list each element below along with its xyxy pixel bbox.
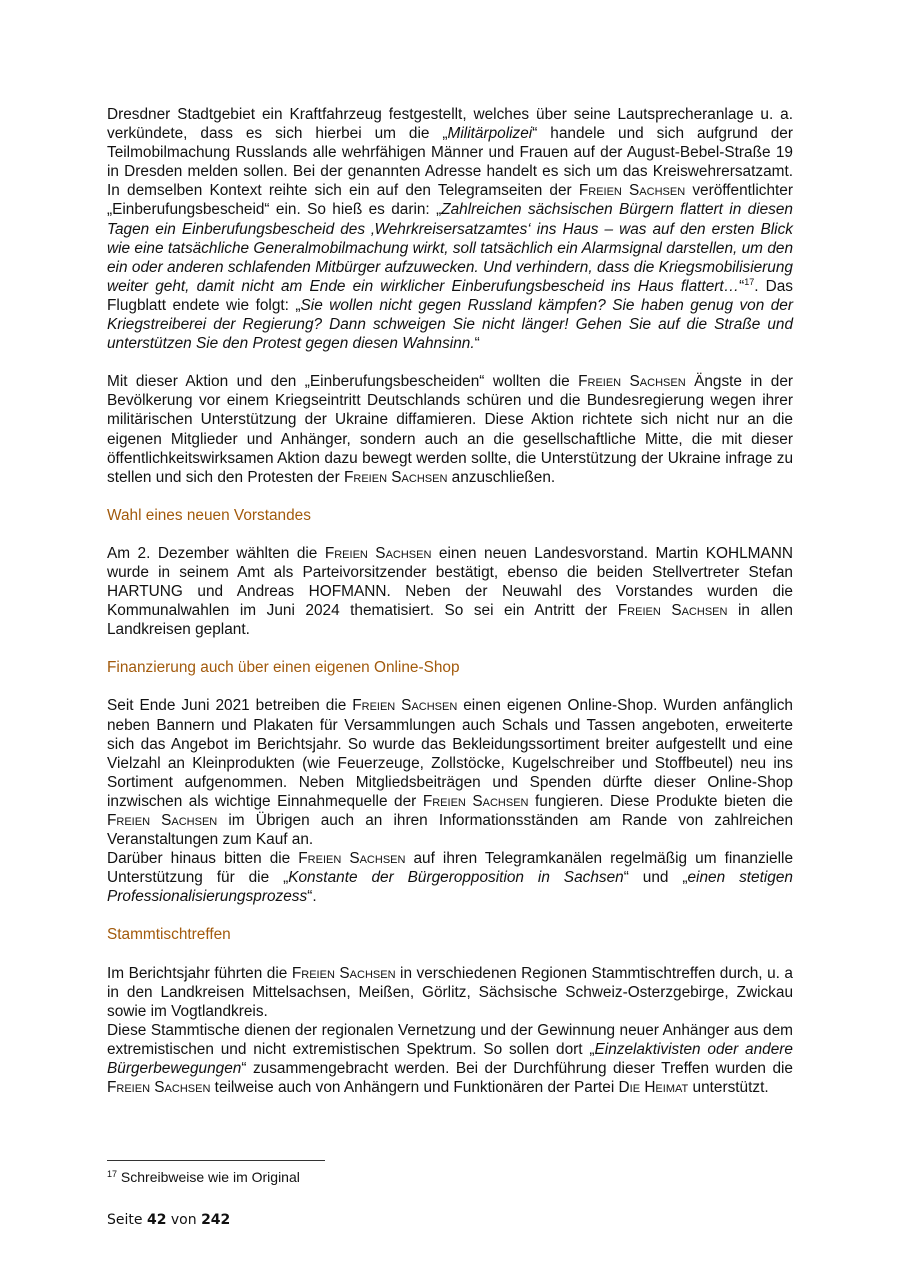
quote-einzelaktivisten: Einzelaktivisten oder andere Bürgerbewegungen xyxy=(107,1040,793,1078)
org-freien-sachsen: Freien Sachsen xyxy=(578,373,686,391)
paragraph-finanzierung: Darüber hinaus bitten die Freien Sachsen auf ihren Telegramkanälen regelmäßig um finanzielle Unterstützung für die „Konstante der Bürgeropposition in Sachsen“ und „einen stetigen Professionalisierungsprozess“. xyxy=(107,850,794,906)
paragraph-online-shop: Seit Ende Juni 2021 betreiben die Freien Sachsen einen eigenen Online-Shop. Wurden anfänglich neben Bannern und Plakaten für Versammlungen auch Schals und Tassen angeboten, erweiterte sich das Angebot im Berichtsjahr. So wurde das Bekleidungssortiment breiter aufgestellt und eine Vielzahl an Kleinprodukten (wie Feuerzeuge, Zollstöcke, Kugelschreiber und Stoffbeutel) neu ins Sortiment aufgenommen. Neben Mitgliedsbeiträgen und Spenden dürfte dieser Online-Shop inzwischen als wichtige Einnahmequelle der Freien Sachsen fungieren. Diese Produkte bieten die Freien Sachsen im Übrigen auch an ihren Informationsständen am Rande von zahlreichen Veranstaltungen zum Kauf an. xyxy=(107,697,794,849)
org-freien-sachsen: Freien Sachsen xyxy=(578,182,686,200)
footnote-text: Schreibweise wie im Original xyxy=(117,1169,300,1185)
footnote-divider xyxy=(107,1160,325,1161)
paragraph-aktion: Mit dieser Aktion und den „Einberufungsbescheiden“ wollten die Freien Sachsen Ängste in der Bevölkerung vor einem Kriegseintritt Deutschlands schüren und die Bundesregierung wegen ihrer militärischen Unterstützung der Ukraine diffamieren. Diese Aktion richtete sich nicht nur an die eigenen Mitglieder und Anhänger, sondern auch an die gesellschaftliche Mitte, die mit dieser öffentlichkeitswirksamen Aktion dazu bewegt werden sollte, die Unterstützung der Ukraine infrage zu stellen und sich den Protesten der Freien Sachsen anzuschließen. xyxy=(107,373,794,486)
quote-militaerpolizei: Militärpolizei xyxy=(447,125,533,143)
quote-buergeropposition: Konstante der Bürgeropposition in Sachsen xyxy=(288,869,624,887)
footnote-ref[interactable]: 17 xyxy=(744,276,755,287)
org-freien-sachsen: Freien Sachsen xyxy=(107,812,218,829)
org-freien-sachsen: Freien Sachsen xyxy=(352,697,458,715)
page-number: Seite 42 von 242 xyxy=(107,1212,231,1228)
page-body xyxy=(107,105,793,1097)
current-page: 42 xyxy=(146,1212,167,1228)
paragraph-stammtisch: Im Berichtsjahr führten die Freien Sachsen in verschiedenen Regionen Stammtischtreffen durch, u. a in den Landkreisen Mittelsachsen, Meißen, Görlitz, Sächsische Schweiz-Osterzgebirge, Zwickau sowie im Vogtlandkreis. xyxy=(107,964,793,1020)
quote-flugblatt: Sie wollen nicht gegen Russland kämpfen? Sie haben genug von der Kriegstreiberei der Regierung? Dann schweigen Sie nicht länger! Gehen Sie auf die Straße und unterstützen Sie den Protest gegen diesen Wahnsinn. xyxy=(107,296,793,353)
heading-stammtischtreffen: Stammtischtreffen xyxy=(107,926,231,944)
org-freien-sachsen: Freien Sachsen xyxy=(422,792,529,810)
paragraph-einberufung: Dresdner Stadtgebiet ein Kraftfahrzeug festgestellt, welches über seine Lautsprecheranlage u. a. verkündete, dass es sich hierbei um die „Militärpolizei“ handele und sich aufgrund der Teilmobilmachung Russlands alle wehrfähigen Männer und Frauen auf der August-Bebel-Straße 19 in Dresden melden sollen. Bei der genannten Adresse handelt es sich um das Kreiswehrersatzamt. In demselben Kontext reihte sich ein auf den Telegramseiten der Freien Sachsen veröffentlichter „Einberufungsbescheid“ ein. So hieß es darin: „Zahlreichen sächsischen Bürgern flattert in diesen Tagen ein Einberufungsbescheid des ‚Wehrkreisersatzamtes‘ ins Haus – was auf den ersten Blick wie eine tatsächliche Generalmobilmachung wirkt, soll tatsächlich ein Alarmsignal darstellen, um den ein oder anderen schlafenden Mitbürger aufzuwecken. Und verhindern, dass die Kriegsmobilisierung weiter geht, damit nicht am Ende ein wirklicher Einberufungsbescheid ins Haus flattert…“$^{17}$. Das Flugblatt endete wie folgt: „Sie wollen nicht gegen Russland kämpfen? Sie haben genug von der Kriegstreiberei der Regierung? Dann schweigen Sie nicht länger! Gehen Sie auf die Straße und unterstützen Sie den Protest gegen diesen Wahnsinn.“ xyxy=(107,106,794,353)
org-die-heimat: Die Heimat xyxy=(618,1079,689,1097)
org-freien-sachsen: Freien Sachsen xyxy=(617,602,728,620)
paragraph-vernetzung: Diese Stammtische dienen der regionalen Vernetzung und der Gewinnung neuer Anhänger aus dem extremistischen und nicht extremistischen Spektrum. So sollen dort „Einzelaktivisten oder andere Bürgerbewegungen“ zusammengebracht werden. Bei der Durchführung dieser Treffen wurden die Freien Sachsen teilweise auch von Anhängern und Funktionären der Partei Die Heimat unterstützt. xyxy=(107,1021,793,1097)
paragraph-vorstand: Am 2. Dezember wählten die Freien Sachsen einen neuen Landesvorstand. Martin KOHLMANN wurde in seinem Amt als Parteivorsitzender bestätigt, ebenso die beiden Stellvertreter Stefan HARTUNG und Andreas HOFMANN. Neben der Neuwahl des Vorstandes wurden die Kommunalwahlen im Juni 2024 thematisiert. So sei ein Antritt der Freien Sachsen in allen Landkreisen geplant. xyxy=(107,544,793,639)
org-freien-sachsen: Freien Sachsen xyxy=(291,964,396,982)
org-freien-sachsen: Freien Sachsen xyxy=(107,1079,211,1097)
org-freien-sachsen: Freien Sachsen xyxy=(344,468,448,486)
footnote-number: 17 xyxy=(107,1169,118,1179)
org-freien-sachsen: Freien Sachsen xyxy=(298,850,406,868)
quote-einberufungsbescheid: Zahlreichen sächsischen Bürgern flattert in diesen Tagen ein Einberufungsbescheid des ‚Wehrkreisersatzamtes‘ ins Haus – was auf den ersten Blick wie eine tatsächliche Generalmobilmachung wirkt, soll tatsächlich ein Alarmsignal darstellen, um den ein oder anderen schlafenden Mitbürger aufzuwecken. Und verhindern, dass die Kriegsmobilisierung weiter geht, damit nicht am Ende ein wirklicher Einberufungsbescheid ins Haus flattert… xyxy=(107,201,793,295)
org-freien-sachsen: Freien Sachsen xyxy=(324,544,432,562)
quote-professionalisierung: einen stetigen Professionalisierungsprozess xyxy=(107,869,793,906)
heading-online-shop: Finanzierung auch über einen eigenen Online-Shop xyxy=(107,659,460,677)
total-pages: 242 xyxy=(201,1212,231,1228)
heading-wahl-vorstand: Wahl eines neuen Vorstandes xyxy=(107,506,311,524)
footnote xyxy=(107,1169,300,1185)
